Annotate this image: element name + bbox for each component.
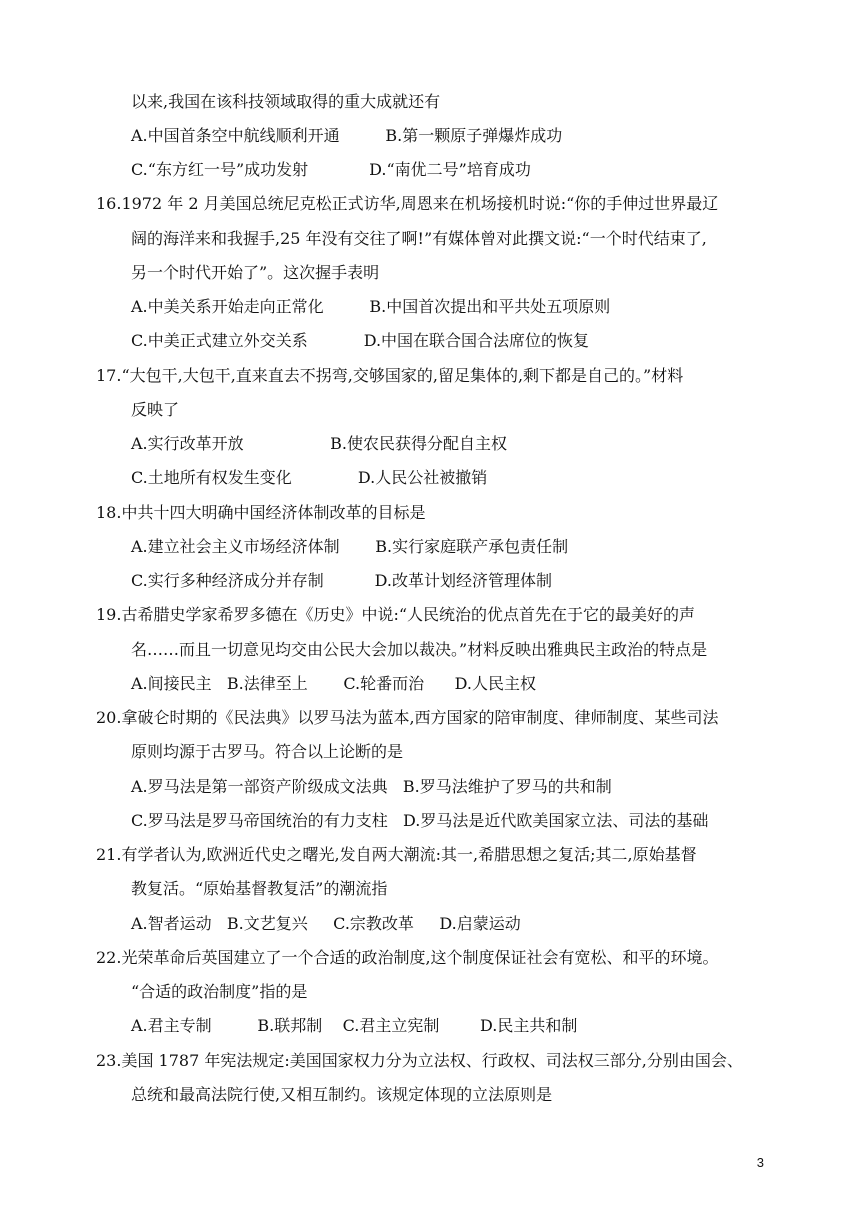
option-line: A.君主专制 B.联邦制 C.君主立宪制 D.民主共和制 [131, 1016, 578, 1035]
question-19-stem-cont: 名……而且一切意见均交由公民大会加以裁决。”材料反映出雅典民主政治的特点是 [131, 640, 708, 659]
question-22-stem: 22.光荣革命后英国建立了一个合适的政治制度,这个制度保证社会有宽松、和平的环境。 [96, 948, 719, 967]
option-line: A.建立社会主义市场经济体制 B.实行家庭联产承包责任制 [131, 537, 569, 556]
option-line: A.罗马法是第一部资产阶级成文法典 B.罗马法维护了罗马的共和制 [131, 777, 612, 796]
question-23-stem: 23.美国 1787 年宪法规定:美国国家权力分为立法权、行政权、司法权三部分,分别由国会、 [96, 1051, 743, 1070]
option-line: A.智者运动 B.文艺复兴 C.宗教改革 D.启蒙运动 [131, 914, 521, 933]
option-line: A.实行改革开放 B.使农民获得分配自主权 [131, 434, 507, 453]
option-line: C.罗马法是罗马帝国统治的有力支柱 D.罗马法是近代欧美国家立法、司法的基础 [131, 811, 709, 830]
question-19-stem: 19.古希腊史学家希罗多德在《历史》中说:“人民统治的优点首先在于它的最美好的声 [96, 605, 696, 624]
text-line: 以来,我国在该科技领域取得的重大成就还有 [131, 92, 441, 111]
option-line: C.中美正式建立外交关系 D.中国在联合国合法席位的恢复 [131, 331, 590, 350]
question-16-stem-cont: 阔的海洋来和我握手,25 年没有交往了啊!”有媒体曾对此撰文说:“一个时代结束了, [131, 229, 707, 248]
option-line: A.中国首条空中航线顺利开通 B.第一颗原子弹爆炸成功 [131, 126, 563, 145]
page-number: 3 [756, 1155, 764, 1170]
question-16-stem-cont: 另一个时代开始了”。这次握手表明 [131, 263, 380, 282]
option-line: A.间接民主 B.法律至上 C.轮番而治 D.人民主权 [131, 674, 536, 693]
question-20-stem-cont: 原则均源于古罗马。符合以上论断的是 [131, 742, 404, 761]
question-22-stem-cont: “合适的政治制度”指的是 [131, 982, 308, 1001]
option-line: C.实行多种经济成分并存制 D.改革计划经济管理体制 [131, 571, 552, 590]
question-21-stem-cont: 教复活。“原始基督教复活”的潮流指 [131, 879, 388, 898]
question-21-stem: 21.有学者认为,欧洲近代史之曙光,发自两大潮流:其一,希腊思想之复活;其二,原始基督 [96, 845, 697, 864]
question-18-stem: 18.中共十四大明确中国经济体制改革的目标是 [96, 503, 426, 522]
question-17-stem-cont: 反映了 [131, 400, 180, 419]
question-20-stem: 20.拿破仑时期的《民法典》以罗马法为蓝本,西方国家的陪审制度、律师制度、某些司法 [96, 708, 719, 727]
question-23-stem-cont: 总统和最高法院行使,又相互制约。该规定体现的立法原则是 [131, 1085, 553, 1104]
option-line: C.“东方红一号”成功发射 D.“南优二号”培育成功 [131, 160, 531, 179]
question-16-stem: 16.1972 年 2 月美国总统尼克松正式访华,周恩来在机场接机时说:“你的手伸过世界最辽 [96, 194, 719, 213]
option-line: A.中美关系开始走向正常化 B.中国首次提出和平共处五项原则 [131, 297, 611, 316]
option-line: C.土地所有权发生变化 D.人民公社被撤销 [131, 468, 488, 487]
question-17-stem: 17.“大包干,大包干,直来直去不拐弯,交够国家的,留足集体的,剩下都是自己的。”材料 [96, 366, 684, 385]
